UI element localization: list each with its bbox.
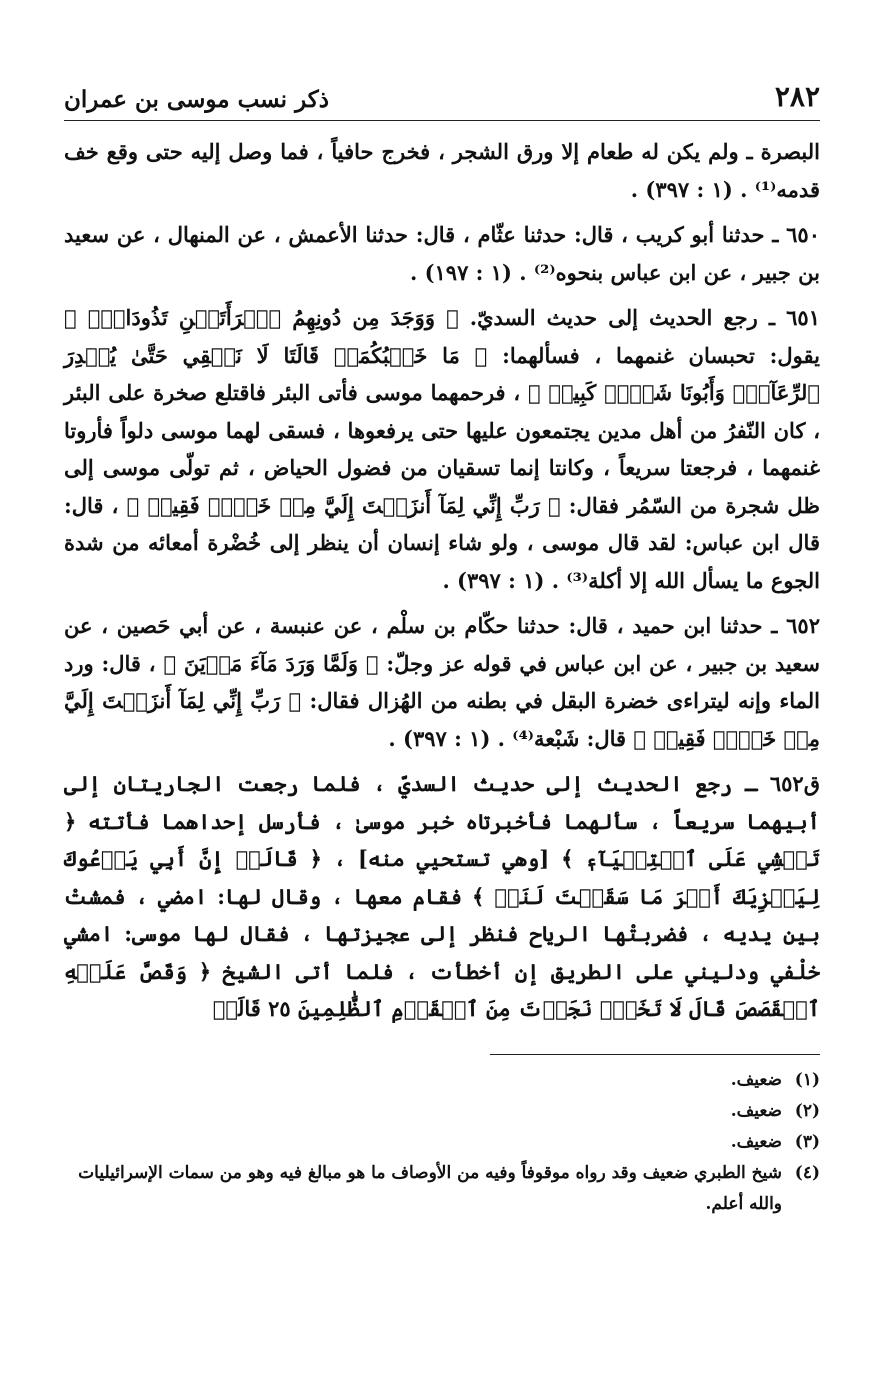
footnote-text: ضعيف. <box>730 1100 782 1121</box>
page-header <box>64 78 820 121</box>
paragraph-650: ٦٥٠ ـ حدثنا أبو كريب ، قال: حدثنا عثّام ، قال: حدثنا الأعمش ، عن المنهال ، عن سعيد بن جبير ، عن ابن عباس بنحوه⁽²⁾ . (١ : ١٩٧) . <box>64 222 820 285</box>
footnote-separator <box>490 1054 820 1055</box>
footnote-number: (٣) <box>794 1131 820 1152</box>
footnote-number: (٤) <box>794 1162 820 1183</box>
footnote-text: شيخ الطبري ضعيف وقد رواه موقوفاً وفيه من الأوصاف ما هو مبالغ فيه وهو من سمات الإسرائيليات والله أعلم. <box>78 1162 782 1214</box>
page-number: ٢٨٢ <box>774 80 820 113</box>
footnote-number: (١) <box>794 1069 820 1090</box>
paragraph-652: ٦٥٢ ـ حدثنا ابن حميد ، قال: حدثنا حكّام بن سلْم ، عن عنبسة ، عن أبي حَصين ، عن سعيد بن جبير ، عن ابن عباس في قوله عز وجلّ: ﴿ وَلَمَّا وَرَدَ مَآءَ مَدۡيَنَ ﴾ ، قال: ورد الماء وإنه ليتراءى خضرة البقل في بطنه من الهُزال فقال: ﴿ رَبِّ إِنِّي لِمَآ أَنزَلۡتَ إِلَيَّ مِنۡ خَيۡرٖ فَقِيرٞ ﴾ قال: شَبْعة⁽⁴⁾ . (١ : ٣٩٧) . <box>64 613 820 751</box>
footnote-4 <box>64 1158 820 1220</box>
footnote-number: (٢) <box>794 1100 820 1121</box>
paragraph-q652: ق٦٥٢ ـ رجع الحديث إلى حديث السديّ ، فلما رجعت الجاريتان إلى أبيهما سريعاً ، سألهما فأخبرتاه خبر موسىٰ ، فأرسل إحداهما فأتته ﴿ تَمۡشِي عَلَى ٱسۡتِحۡيَآءٖ ﴾ [وهي تستحيي منه] ، ﴿ قَالَتۡ إِنَّ أَبِي يَدۡعُوكَ لِيَجۡزِيَكَ أَجۡرَ مَا سَقَيۡتَ لَنَاۚ ﴾ فقام معها ، وقال لها: امضي ، فمشتْ بين يديه ، فضربتْها الرياح فنظر إلى عجيزتها ، فقال لها موسى: امشي خلْفي ودليني على الطريق إن أخطأت ، فلما أتى الشيخ ﴿ وَقَصَّ عَلَيۡهِ ٱلۡقَصَصَ قَالَ لَا تَخَفۡۖ نَجَوۡتَ مِنَ ٱلۡقَوۡمِ ٱلظَّٰلِمِينَ ٢٥ قَالَتۡ <box>64 771 820 1021</box>
paragraph-continuation: البصرة ـ ولم يكن له طعام إلا ورق الشجر ، فخرج حافياً ، فما وصل إليه حتى وقع خف قدمه⁽¹⁾ . (١ : ٣٩٧) . <box>64 139 820 202</box>
book-page <box>64 78 820 1368</box>
main-text <box>64 133 820 1028</box>
footnotes <box>64 1065 820 1220</box>
footnote-1 <box>64 1065 820 1096</box>
footnote-text: ضعيف. <box>730 1131 782 1152</box>
running-title: ذكر نسب موسى بن عمران <box>64 86 329 113</box>
paragraph-651: ٦٥١ ـ رجع الحديث إلى حديث السديّ. ﴿ وَوَجَدَ مِن دُونِهِمُ ٱمۡرَأَتَيۡنِ تَذُودَانِۖ ﴾ يقول: تحبسان غنمهما ، فسألهما: ﴿ مَا خَطۡبُكُمَاۖ قَالَتَا لَا نَسۡقِي حَتَّىٰ يُصۡدِرَ ٱلرِّعَآءُۖ وَأَبُونَا شَيۡخٞ كَبِيرٞ ﴾ ، فرحمهما موسى فأتى البئر فاقتلع صخرة على البئر ، كان النّفرُ من أهل مدين يجتمعون عليها حتى يرفعوها ، فسقى لهما موسى دلواً فأروتا غنمهما ، فرجعتا سريعاً ، وكانتا إنما تسقيان من فضول الحياض ، ثم تولّى موسى إلى ظل شجرة من السّمُر فقال: ﴿ رَبِّ إِنِّي لِمَآ أَنزَلۡتَ إِلَيَّ مِنۡ خَيۡرٖ فَقِيرٞ ﴾ ، قال: قال ابن عباس: لقد قال موسى ، ولو شاء إنسان أن ينظر إلى خُضْرة أمعائه من شدة الجوع ما يسأل الله إلا أكلة⁽³⁾ . (١ : ٣٩٧) . <box>64 305 820 593</box>
footnote-3 <box>64 1127 820 1158</box>
footnote-2 <box>64 1096 820 1127</box>
footnote-text: ضعيف. <box>730 1069 782 1090</box>
